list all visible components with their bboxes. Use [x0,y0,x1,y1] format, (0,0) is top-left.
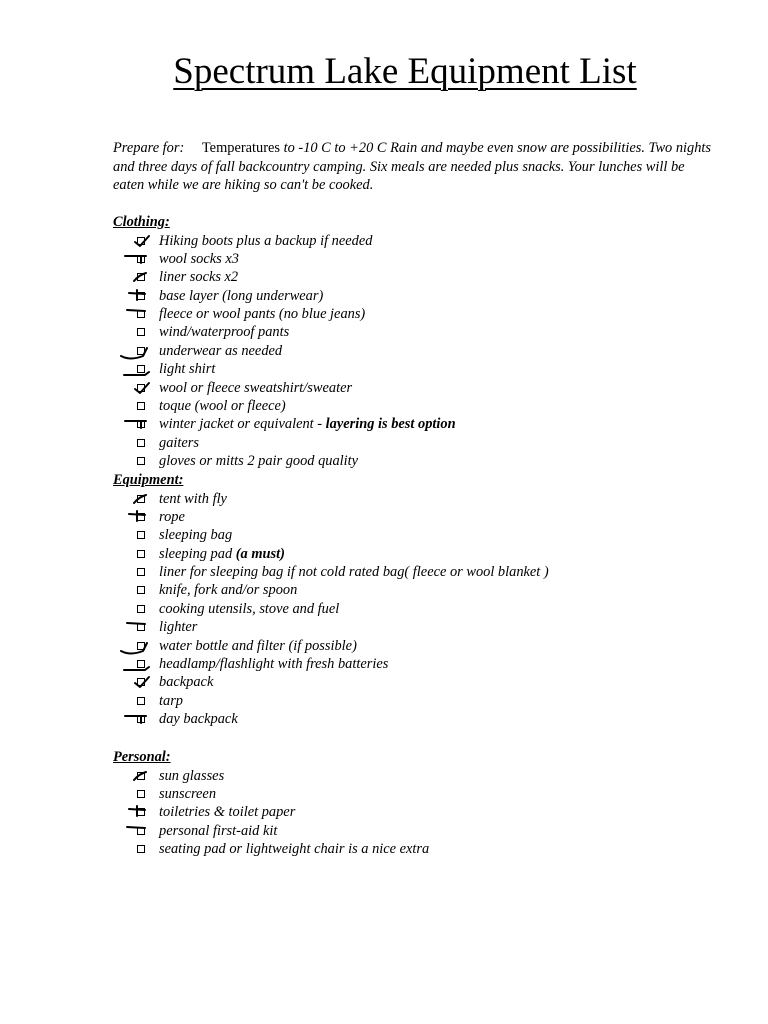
checkbox-icon[interactable] [137,550,145,558]
item-label: cooking utensils, stove and fuel [159,600,340,617]
intro-text: to -10 C to +20 C Rain and maybe even snow are possibilities. Two nights and three days of fall backcountry camping. Six meals are needed plus snacks. Your lunches will be eaten while we are hiking so can't be cooked. [113,140,712,193]
checklist-item [113,434,733,452]
checkbox-icon[interactable] [137,568,145,576]
checklist-item [113,360,733,378]
checklist-item [113,287,733,305]
handwritten-check-icon [113,232,159,250]
checklist-item [113,415,733,433]
checkbox-icon[interactable] [137,845,145,853]
item-label: sleeping bag [159,527,233,544]
item-label: gloves or mitts 2 pair good quality [159,453,359,470]
item-label: day backpack [159,711,238,728]
item-label: seating pad or lightweight chair is a nice extra [159,841,430,858]
item-label: fleece or wool pants (no blue jeans) [159,306,366,323]
intro-temperatures-word: Temperatures [201,140,280,156]
handwritten-check-icon [113,822,159,840]
item-label: toque (wool or fleece) [159,398,286,415]
item-label: light shirt [159,361,216,378]
item-label: wool socks x3 [159,250,239,267]
checklist-item [113,563,733,581]
checklist-item [113,452,733,470]
checklist-item [113,490,733,508]
checklist-item [113,323,733,341]
checklist-item [113,710,733,728]
handwritten-check-icon [113,415,159,433]
checklist-item [113,655,733,673]
checkbox-icon[interactable] [137,328,145,336]
checklist-item [113,767,733,785]
checkbox-icon[interactable] [137,531,145,539]
item-label: backpack [159,674,214,691]
item-label: liner socks x2 [159,269,239,286]
checkbox-icon[interactable] [137,790,145,798]
checklist-item [113,232,733,250]
checklist-item [113,600,733,618]
checklist-item [113,673,733,691]
section-heading: Clothing: [113,214,170,230]
checklist-item [113,692,733,710]
handwritten-check-icon [113,710,159,728]
item-emphasis: (a must) [235,545,285,562]
item-label: personal first-aid kit [159,822,278,839]
checklist-item [113,785,733,803]
handwritten-check-icon [113,268,159,286]
handwritten-check-icon [113,508,159,526]
handwritten-check-icon [113,637,159,655]
item-emphasis: layering is best option [325,416,456,433]
handwritten-check-icon [113,618,159,636]
checklist-item [113,803,733,821]
handwritten-check-icon [113,250,159,268]
checkbox-icon[interactable] [137,586,145,594]
checklist-item [113,268,733,286]
intro-label: Prepare for: [113,140,185,156]
handwritten-check-icon [113,305,159,323]
item-label: winter jacket or equivalent - [159,416,326,433]
checklist-item [113,305,733,323]
section-clothing [113,213,733,471]
section-heading: Personal: [113,749,171,765]
handwritten-check-icon [113,803,159,821]
checklist [113,767,733,859]
checkbox-icon[interactable] [137,457,145,465]
item-label: base layer (long underwear) [159,287,324,304]
item-label: knife, fork and/or spoon [159,582,298,599]
handwritten-check-icon [113,342,159,360]
checklist-item [113,397,733,415]
item-label: sleeping pad [159,545,236,562]
handwritten-check-icon [113,287,159,305]
handwritten-check-icon [113,490,159,508]
item-label: lighter [159,619,198,636]
checklist-item [113,526,733,544]
checklist [113,490,733,729]
checklist-item [113,840,733,858]
checkbox-icon[interactable] [137,402,145,410]
checkbox-icon[interactable] [137,697,145,705]
checklist-item [113,508,733,526]
checklist-item [113,250,733,268]
item-label: tent with fly [159,490,227,507]
section-equipment [113,471,733,729]
item-label: Hiking boots plus a backup if needed [159,232,373,249]
item-label: tarp [159,692,183,709]
item-label: toiletries & toilet paper [159,804,296,821]
checklist-item [113,379,733,397]
handwritten-check-icon [113,379,159,397]
checkbox-icon[interactable] [137,439,145,447]
checklist-item [113,822,733,840]
handwritten-check-icon [113,767,159,785]
item-label: water bottle and filter (if possible) [159,637,357,654]
item-label: gaiters [159,434,199,451]
item-label: wind/waterproof pants [159,324,290,341]
item-label: sunscreen [159,785,217,802]
checklist-item [113,581,733,599]
checkbox-icon[interactable] [137,605,145,613]
section-personal [113,748,733,858]
handwritten-check-icon [113,673,159,691]
item-label: underwear as needed [159,342,283,359]
page-title: Spectrum Lake Equipment List [173,51,637,92]
checklist-item [113,618,733,636]
handwritten-check-icon [113,360,159,378]
item-label: wool or fleece sweatshirt/sweater [159,379,353,396]
handwritten-check-icon [113,655,159,673]
section-heading: Equipment: [113,472,184,488]
checklist-item [113,637,733,655]
checklist-item [113,342,733,360]
item-label: headlamp/flashlight with fresh batteries [159,656,389,673]
checklist-item [113,545,733,563]
item-label: rope [159,508,185,525]
checklist [113,232,733,471]
item-label: sun glasses [159,767,225,784]
intro-paragraph [113,139,713,195]
item-label: liner for sleeping bag if not cold rated bag( fleece or wool blanket ) [159,564,549,581]
